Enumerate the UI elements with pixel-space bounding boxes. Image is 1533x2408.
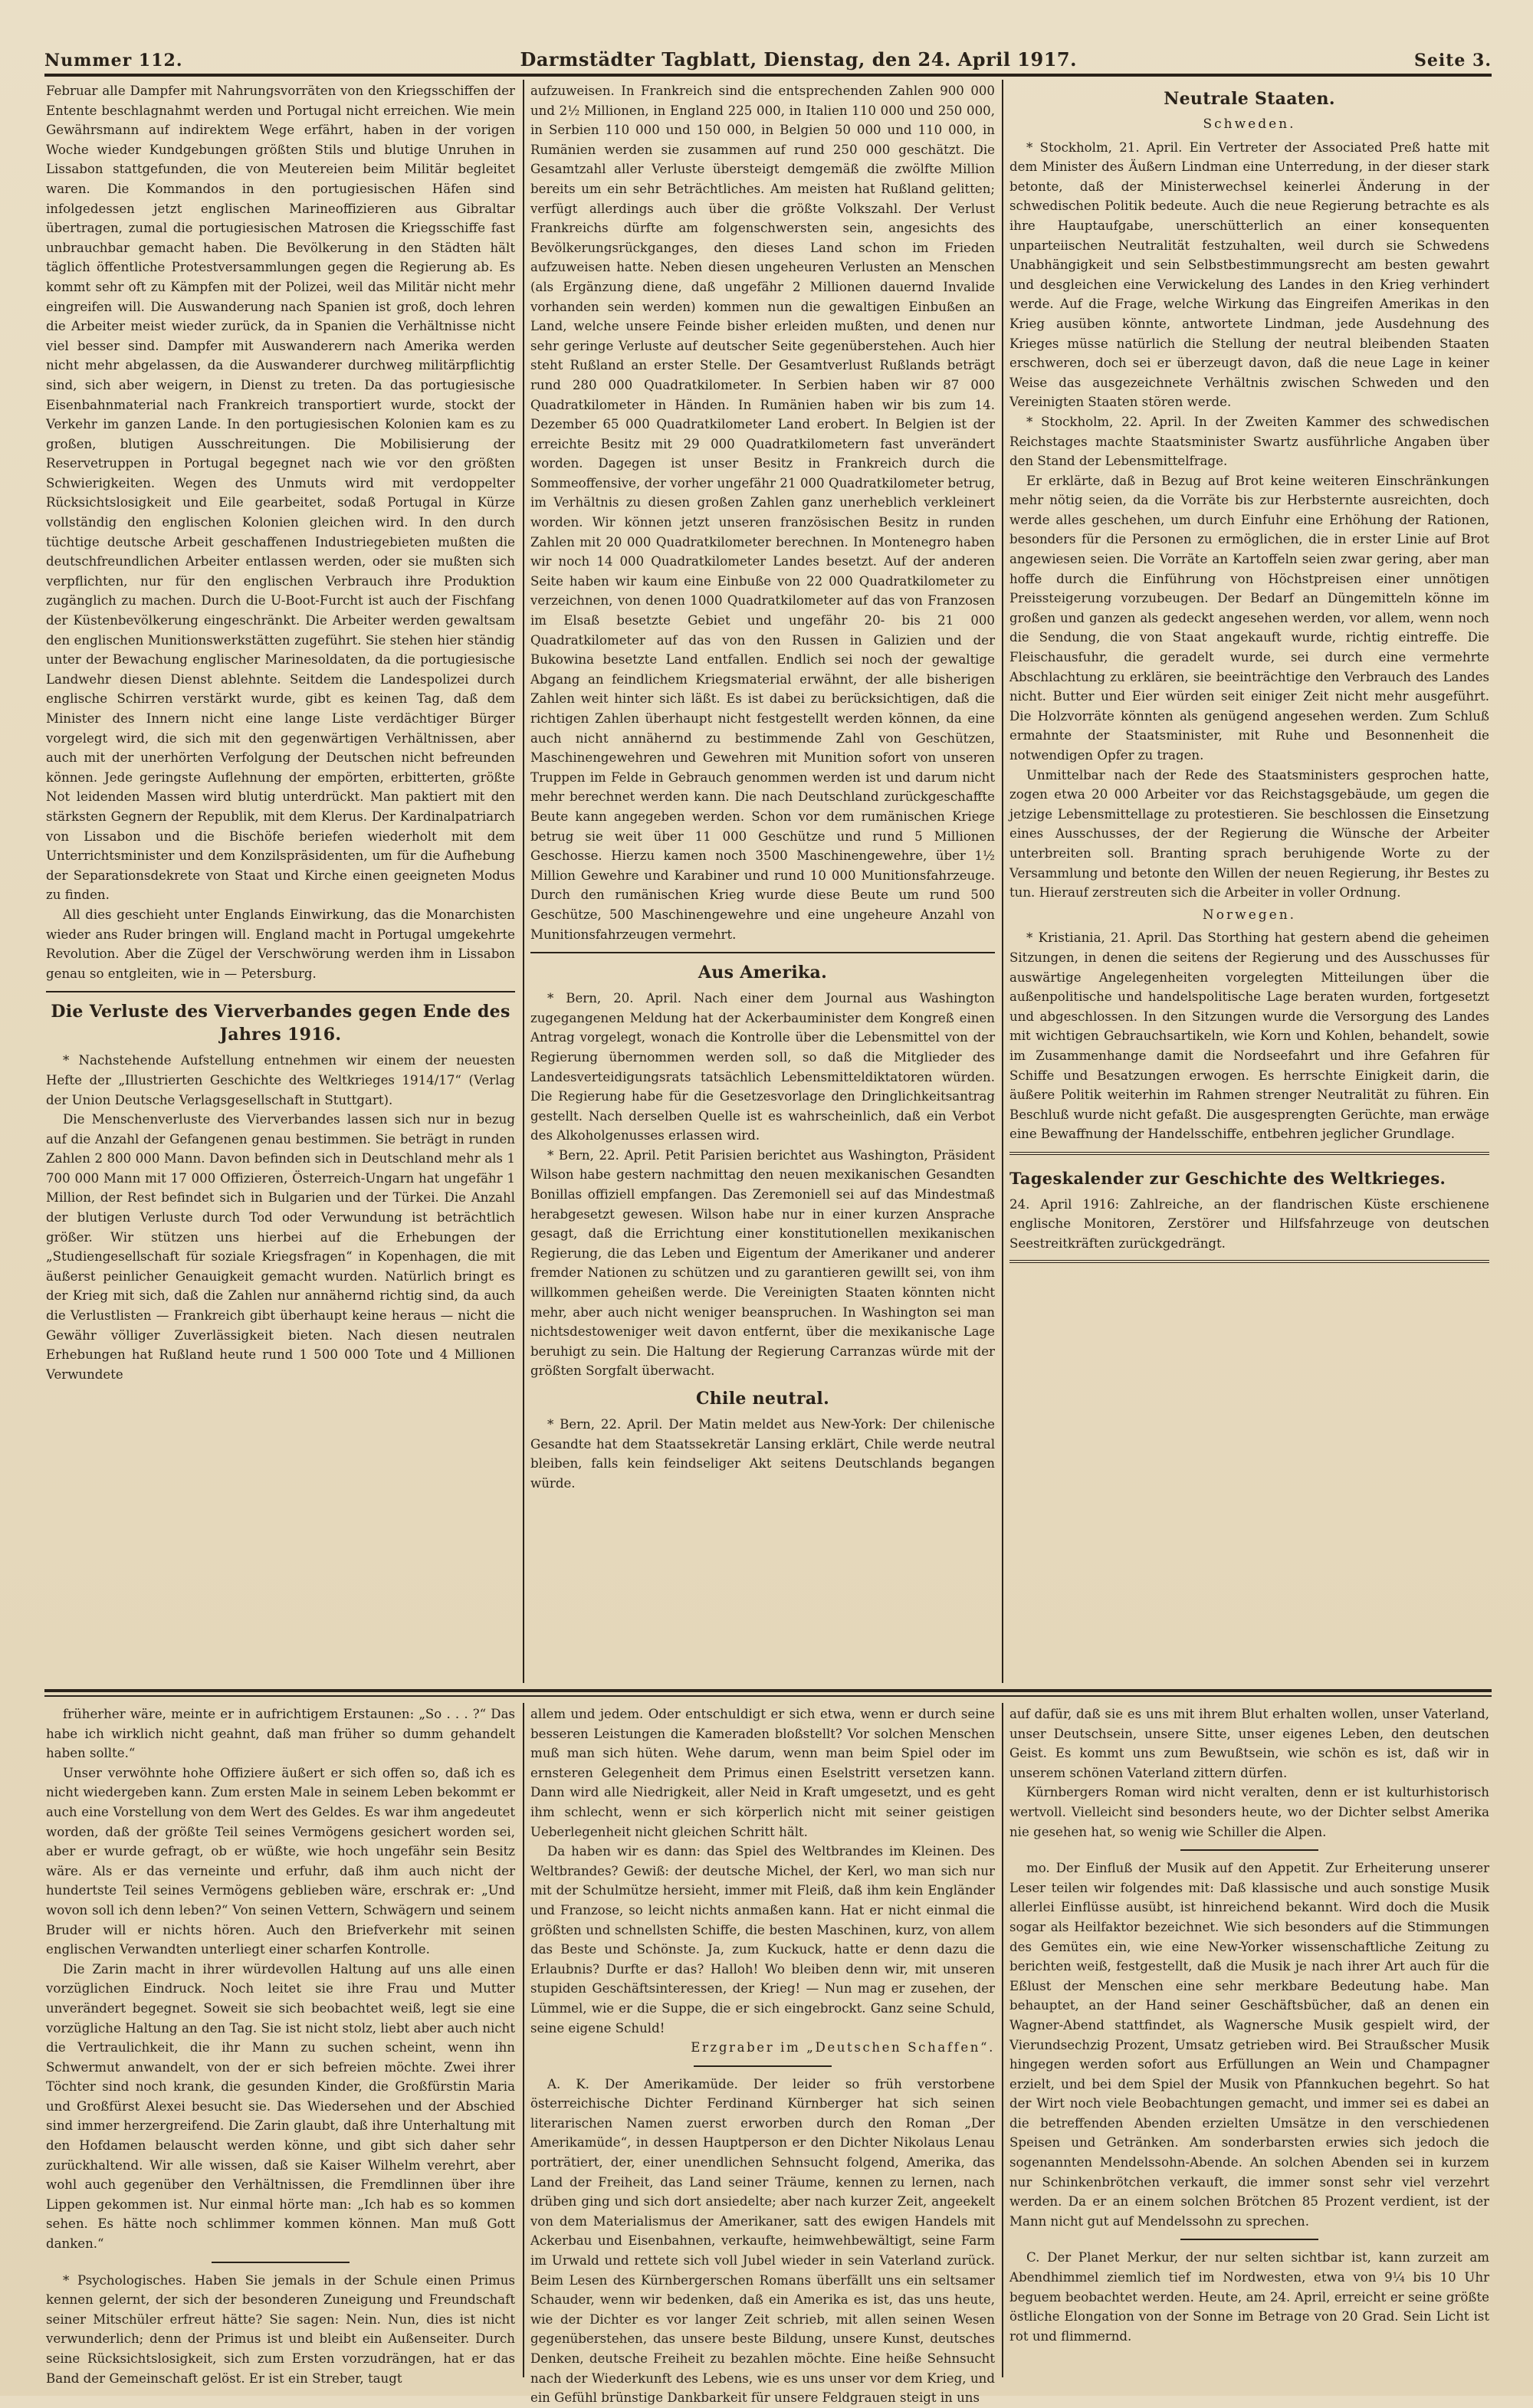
divider: [212, 2262, 350, 2263]
headline-chile: Chile neutral.: [695, 1389, 830, 1409]
article-paragraph: Unmittelbar nach der Rede des Staatsministers gesprochen hatte, zogen etwa 20 000 Arbeiter vor das Reichstagsgebäude, um gegen die jetzige Lebensmittellage zu protestieren. Sie beschlossen die Einsetzung eines Ausschusses, der der Regierung die Wünsche der Arbeiter unterbreiten soll. Branting sprach beruhigende Worte zu der Versammlung und betonte den Willen der neuen Regierung, ihr Bestes zu tun. Hierauf zerstreuten sich die Arbeiter in voller Ordnung.: [1009, 767, 1489, 901]
article-paragraph: aufzuweisen. In Frankreich sind die entsprechenden Zahlen 900 000 und 2½ Millionen, in England 225 000, in Italien 110 000 und 250 000, in Serbien 110 000 und 150 000, in Belgien 50 000 und 110 000, in Rumänien werden sie zusammen auf rund 250 000 geschätzt. Die Gesamtzahl aller Verluste übersteigt demgemäß die zwölfte Million bereits um ein sehr Beträchtliches. Am meisten hat Rußland gelitten; verfügt allerdings auch über die größte Volkszahl. Der Verlust Frankreichs dürfte am folgenschwersten sein, angesichts des Bevölkerungsrückganges, den dieses Land schon im Frieden aufzuweisen hatte. Neben diesen ungeheuren Verlusten an Menschen (als Ergänzung diene, daß ungefähr 2 Millionen dauernd Invalide vorhanden sein werden) kommen nun die gewaltigen Einbußen an Land, welche unsere Feinde bisher erleiden mußten, und denen nur sehr geringe Verluste auf deutscher Seite gegenüberstehen. Auch hier steht Rußland an erster Stelle. Der Gesamtverlust Rußlands beträgt rund 280 000 Quadratkilometer. In Serbien haben wir 87 000 Quadratkilometer in Händen. In Rumänien haben wir bis zum 14. Dezember 65 000 Quadratkilometer Land erobert. In Belgien ist der erreichte Besitz mit 29 000 Quadratkilometern fast unverändert worden. Dagegen ist unser Besitz in Frankreich durch die Sommeoffensive, der vorher ungefähr 21 000 Quadratkilometer betrug, im Verhältnis zu diesen großen Zahlen ganz unerheblich verkleinert worden. Wir können jetzt unseren französischen Besitz in runden Zahlen mit 20 000 Quadratkilometer berechnen. In Montenegro haben wir noch 14 000 Quadratkilometer Landes besetzt. Auf der anderen Seite haben wir kaum eine Einbuße von 22 000 Quadratkilometer zu verzeichnen, von denen 1000 Quadratkilometer auf das von Franzosen im Elsaß besetzte Gebiet und ungefähr 20- bis 21 000 Quadratkilometer auf das von den Russen in Galizien und der Bukowina besetzte Land entfallen. Endlich sei noch der gewaltige Abgang an feindlichem Kriegsmaterial erwähnt, der alle bisherigen Zahlen weit hinter sich läßt. Es ist dabei zu berücksichtigen, daß die richtigen Zahlen überhaupt nicht festgestellt werden können, da eine auch nicht annähernd zu bestimmende Zahl von Geschützen, Maschinengewehren und Gewehren mit Munition sofort von unseren Truppen im Felde in Gebrauch genommen werden ist und darum nicht mehr berechnet werden kann. Die nach Deutschland zurückgeschaffte Beute kann angegeben werden. Schon vor dem rumänischen Kriege betrug sie weit über 11 000 Geschütze und rund 5 Millionen Geschosse. Hierzu kamen noch 3500 Maschinengewehre, über 1½ Million Gewehre und Karabiner und rund 10 000 Munitionsfahrzeuge. Durch den rumänischen Krieg wurde diese Beute um rund 500 Geschütze, 500 Maschinengewehre und eine ungeheure Anzahl von Munitionsfahrzeugen vermehrt.: [530, 84, 995, 942]
feuilleton-paragraph: mo. Der Einfluß der Musik auf den Appetit. Zur Erheiterung unserer Leser teilen wir folgendes mit: Daß klassische und auch sonstige Musik allerlei Einflüsse ausübt, ist hinreichend bekannt. Wird doch die Musik sogar als Heilfaktor bezeichnet. Wie sich besonders auf die Stimmungen des Gemütes ein, wie eine New-Yorker wissenschaftliche Zeitung zu berichten weiß, festgestellt, daß die Musik je nach ihrer Art auch für die Eßlust der Menschen eine sehr merkbare Bedeutung habe. Man behauptet, an der Hand seiner Geschäftsbücher, daß an denen ein Wagner-Abend stattfindet, als Wagnersche Musik gespielt wird, der Vierundsechzig Prozent, Umsatz getrieben wird. Bei Straußscher Musik hingegen werden sofort aus Erfüllungen an Wein und Champagner erzielt, und bei dem Spiel der Musik von Pfannkuchen begehrt. So hat der Wirt noch viele Beobachtungen gemacht, und immer sei es dabei an die betreffenden Abenden erzielten Umsätze in den verschiedenen Speisen und Getränken. Am sonderbarsten erwies sich jedoch die sogenannten Mendelssohn-Abende. An solchen Abenden sei in kurzem nur Schinkenbrötchen verkauft, die immer sonst sehr viel verzehrt werden. Da er an einem solchen Brötchen 85 Prozent verdient, ist der Mann nicht gut auf Mendelssohn zu sprechen.: [1009, 1861, 1489, 2229]
tageskalender-entry: 24. April 1916: Zahlreiche, an der flandrischen Küste erschienene englische Monitoren, Zerstörer und Hilfsfahrzeuge von deutschen Seestreitkräften zurückgedrängt.: [1009, 1196, 1489, 1252]
column-separator: [523, 80, 524, 1683]
divider: [694, 2065, 832, 2067]
headline-verluste: Die Verluste des Vierverbandes gegen Ende des Jahres 1916.: [51, 1002, 510, 1045]
newspaper-title: Darmstädter Tagblatt, Dienstag, den 24. April 1917.: [520, 48, 1077, 71]
tageskalender-box: [1009, 1152, 1489, 1263]
feuilleton-column-3: [1009, 1704, 1489, 2379]
header-rule: [44, 74, 1492, 77]
article-paragraph: * Bern, 20. April. Nach einer dem Journal aus Washington zugegangenen Meldung hat der Ackerbauminister dem Kongreß einen Antrag vorgelegt, wonach die Kontrolle über die Lebensmittel von der Regierung übernommen werden soll, so daß die Mitglieder des Landesverteidigungsrats tatsächlich Lebensmitteldiktatoren würden. Die Regierung habe für die Gesetzesvorlage den Dringlichkeitsantrag gestellt. Nach derselben Quelle ist es wahrscheinlich, daß ein Verbot des Alkoholgenusses erlassen wird.: [530, 991, 995, 1143]
headline-tageskalender: Tageskalender zur Geschichte des Weltkrieges.: [1009, 1168, 1446, 1188]
feuilleton-paragraph: Unser verwöhnte hohe Offiziere äußert er sich offen so, daß ich es nicht wiedergeben kann. Zum ersten Male in seinem Leben bekommt er auch eine Vorstellung von dem Wert des Geldes. Es war ihm angedeutet worden, daß der größte Teil seines Vermögens gesichert worden sei, aber er wurde gefragt, ob er wüßte, wie hoch ungefähr sein Besitz wäre. Als er das verneinte und erfuhr, daß ihm auch nicht der hundertste Teil seines Vermögens geblieben wäre, erschrak er: „Und wovon soll ich denn leben?“ Von seinen Vettern, Schwägern und seinem Bruder will er nichts hören. Auch den Briefverkehr mit seinen englischen Verwandten unterliegt einer scharfen Kontrolle.: [46, 1765, 515, 1957]
headline-neutrale-staaten: Neutrale Staaten.: [1164, 89, 1335, 109]
divider: [1180, 2239, 1318, 2240]
article-paragraph: All dies geschieht unter Englands Einwirkung, das die Monarchisten wieder ans Ruder bringen will. England macht in Portugal umgekehrte Revolution. Aber die Zügel der Verschwörung werden ihm in Lissabon genau so entgleiten, wie in — Petersburg.: [46, 907, 515, 981]
article-paragraph: Er erklärte, daß in Bezug auf Brot keine weiteren Einschränkungen mehr nötig seien, da die Vorräte bis zur Herbsternte ausreichten, doch werde alles geschehen, um durch Einfuhr eine Erhöhung der Rationen, besonders für die Personen zu ermöglichen, die in erster Linie auf Brot angewiesen seien. Die Vorräte an Kartoffeln seien zwar gering, aber man hoffe durch die Einführung von Höchstpreisen einer unnötigen Preissteigerung vorzubeugen. Der Bedarf an Düngemitteln könne im großen und ganzen als gedeckt angesehen werden, vor allem, wenn noch die Sendung, die von Staat angekauft wurde, richtig eintreffe. Die Fleischausfuhr, die geradelt wurde, sei durch eine vermehrte Abschlachtung zu erklären, sie beeinträchtige den Verbrauch des Landes nicht. Butter und Eier würden seit einiger Zeit nicht mehr ausgeführt. Die Holzvorräte könnten als genügend angesehen werden. Zum Schluß ermahnte der Staatsminister, mit Ruhe und Besonnenheit die notwendigen Opfer zu tragen.: [1009, 473, 1489, 763]
issue-number: Nummer 112.: [44, 51, 183, 71]
feuilleton-attribution: Erzgraber im „Deutschen Schaffen“.: [691, 2040, 995, 2055]
masthead: [44, 40, 1492, 71]
feuilleton-paragraph: * Psychologisches. Haben Sie jemals in der Schule einen Primus kennen gelernt, der sich der besonderen Zuneigung und Freundschaft seiner Mitschüler erfreut hätte? Sie sagen: Nein. Nun, dies ist nicht verwunderlich; denn der Primus ist und bleibt ein Außenseiter. Durch seine Rücksichtslosigkeit, sich zum Ersten vorzudrängen, hat er das Band der Gemeinschaft gelöst. Er ist ein Streber, taugt: [46, 2272, 515, 2386]
feuilleton-paragraph: Da haben wir es dann: das Spiel des Weltbrandes im Kleinen. Des Weltbrandes? Gewiß: der deutsche Michel, der Kerl, wo man sich nur mit der Schulmütze hersieht, immer mit Fleiß, daß ihm kein Engländer und Franzose, so leicht nichts anmaßen kann. Hat er nicht einmal die größten und schnellsten Schiffe, die besten Maschinen, kurz, von allem das Beste und Schönste. Ja, zum Kuckuck, hatte er denn dazu die Erlaubnis? Durfte er das? Halloh! Wo bleiben denn wir, mit unseren stupiden Geschäftsinteressen, der Krieg! — Nun mag er zusehen, der Lümmel, wie er die Suppe, die er sich eingebrockt. Ganz seine Schuld, seine eigene Schuld!: [530, 1844, 995, 2036]
article-paragraph: * Stockholm, 21. April. Ein Vertreter der Associated Preß hatte mit dem Minister des Äußern Lindman eine Unterredung, in der dieser stark betonte, daß der Ministerwechsel keinerlei Änderung in der schwedischen Politik bedeute. Auch die neue Regierung betrachte es als ihre Hauptaufgabe, unerschütterlich an einer konsequenten unparteiischen Neutralität festzuhalten, weil durch sie Schwedens Unabhängigkeit und sein Selbstbestimmungsrecht am besten gewahrt und desgleichen eine Verwickelung des Landes in den Krieg verhindert werde. Auf die Frage, welche Wirkung das Eingreifen Amerikas in den Krieg ausüben könnte, antwortete Lindman, jede Ausdehnung des Krieges müsse natürlich die Stellung der neutral bleibenden Staaten erschweren, doch sei er überzeugt davon, daß die neue Lage in keiner Weise das ausgezeichnete Verhältnis zwischen Schweden und den Vereinigten Staaten stören werde.: [1009, 139, 1489, 410]
article-paragraph: * Bern, 22. April. Petit Parisien berichtet aus Washington, Präsident Wilson habe gestern nachmittag den neuen mexikanischen Gesandten Bonillas offiziell empfangen. Das Zeremoniell sei auf das Mindestmaß herabgesetzt gewesen. Wilson habe nur in einer kurzen Ansprache gesagt, daß die Errichtung einer konstitutionellen mexikanischen Regierung, die das Leben und Eigentum der Amerikaner und anderer fremder Nationen zu schützen und zu garantieren gewillt sei, von ihm willkommen geheißen werde. Die Vereinigten Staaten könnten nicht mehr, aber auch nicht weniger beanspruchen. In Washington sei man nichtsdestoweniger weit davon entfernt, über die mexikanische Lage beruhigt zu sein. Die Haltung der Regierung Carranzas würde mit der größten Sorgfalt überwacht.: [530, 1147, 995, 1379]
article-paragraph: * Kristiania, 21. April. Das Storthing hat gestern abend die geheimen Sitzungen, in denen die seitens der Regierung und des Ausschusses für auswärtige Angelegenheiten vorgelegten Mitteilungen über die außenpolitische und handelspolitische Lage beraten wurden, fortgesetzt und abgeschlossen. In den Sitzungen wurde die Versorgung des Landes mit wichtigen Gebrauchsartikeln, wie Korn und Kohlen, behandelt, sowie im Zusammenhange damit die Nordseefahrt und ihre Gefahren für Schiffe und Besatzungen erwogen. Es herrschte Einigkeit darin, die äußere Politik weiterhin im Rahmen strenger Neutralität zu führen. Ein Beschluß wurde nicht gefaßt. Die ausgesprengten Gerüchte, man erwäge eine Bewaffnung der Handelsschiffe, entbehren jeglicher Grundlage.: [1009, 930, 1489, 1142]
divider: [1180, 1849, 1318, 1851]
feuilleton-paragraph: C. Der Planet Merkur, der nur selten sichtbar ist, kann zurzeit am Abendhimmel ziemlich tief im Nordwesten, etwa von 9¼ bis 10 Uhr beguem beobachtet werden. Heute, am 24. April, erreicht er seine größte östliche Elongation von der Sonne im Betrage von 20 Grad. Sein Licht ist rot und flimmernd.: [1009, 2250, 1489, 2344]
feuilleton-column-1: [46, 1704, 515, 2386]
article-paragraph: * Bern, 22. April. Der Matin meldet aus New-York: Der chilenische Gesandte hat dem Staatssekretär Lansing erklärt, Chile werde neutral bleiben, falls kein feindseliger Akt seitens Deutschlands begangen würde.: [530, 1417, 995, 1491]
feuilleton-paragraph: Die Zarin macht in ihrer würdevollen Haltung auf uns alle einen vorzüglichen Eindruck. Noch leitet sie ihre Frau und Mutter unverändert begegnet. Soweit sie sich beobachtet weiß, legt sie eine vorzügliche Haltung an den Tag. Sie ist nicht stolz, liebt aber auch nicht die Vertraulichkeit, die ihr Mann zu suchen scheint, wenn ihn Schwermut anwandelt, von der er sich befreien möchte. Zwei ihrer Töchter sind noch krank, die gesunden Kinder, die Großfürstin Maria und Großfürst Alexei besucht sie. Das Wiedersehen und der Abschied sind immer herzergreifend. Die Zarin glaubt, daß ihre Unterhaltung mit den Hofdamen belauscht werden könne, und gibt sich daher sehr zurückhaltend. Wir alle wissen, daß sie Kaiser Wilhelm verehrt, aber wohl auch gegenüber den Verhältnissen, die Fremdlinnen über ihre Lippen gekommen ist. Nur einmal hörte man: „Ich hab es so kommen sehen. Es hätte noch schlimmer kommen können. Man muß Gott danken.“: [46, 1961, 515, 2252]
feuilleton-paragraph: A. K. Der Amerikamüde. Der leider so früh verstorbene österreichische Dichter Ferdinand Kürnberger hat sich seinen literarischen Namen zuerst erworben durch den Roman „Der Amerikamüde“, in dessen Hauptperson er den Dichter Nikolaus Lenau porträtiert, der, einer unendlichen Sehnsucht folgend, Amerika, das Land der Freiheit, das Land seiner Träume, kennen zu lernen, nach drüben ging und sich dort ansiedelte; aber nach kurzer Zeit, angeekelt von dem Materialismus der Amerikaner, satt des ewigen Handels mit Ackerbau und Eisenbahnen, verkaufte, heimwehbewältigt, seine Farm im Urwald und rettete sich voll Jubel wieder in sein Vaterland zurück. Beim Lesen des Kürnbergerschen Romans überfällt uns ein seltsamer Schauder, wenn wir bedenken, daß ein Amerika es ist, das uns heute, wie der Dichter es vor langer Zeit schrieb, mit allen seinen Wesen gegenüberstehen, das unsere beste Bildung, unsere Kunst, deutsches Denken, deutsche Freiheit zu bezahlen möchte. Eine heiße Sehnsucht nach der Wiederkunft des Lebens, wie es uns unser vor dem Krieg, und ein Gefühl brünstige Dankbarkeit für unsere Feldgrauen steigt in uns: [530, 2076, 995, 2406]
column-2: [530, 81, 995, 1683]
feuilleton-rule: [44, 1689, 1492, 1692]
column-separator: [523, 1703, 524, 2377]
page-number: Seite 3.: [1413, 51, 1492, 71]
feuilleton-paragraph: auf dafür, daß sie es uns mit ihrem Blut erhalten wollen, unser Vaterland, unser Deutschsein, unsere Sitte, unser eigenes Leben, den deutschen Geist. Es kommt uns zum Bewußtsein, wie schön es ist, daß wir in unserem schönen Vaterland zittern dürfen.: [1009, 1707, 1489, 1780]
feuilleton-rule: [44, 1695, 1492, 1697]
article-paragraph: * Stockholm, 22. April. In der Zweiten Kammer des schwedischen Reichstages machte Staatsminister Swartz ausführliche Angaben über den Stand der Lebensmittelfrage.: [1009, 414, 1489, 469]
column-1: [46, 81, 515, 1683]
article-paragraph: Februar alle Dampfer mit Nahrungsvorräten von den Kriegsschiffen der Entente beschlagnahmt werden und Portugal nicht erreichen. Wie mein Gewährsmann auf indirektem Wege erfährt, haben in der vorigen Woche wieder Kundgebungen größten Stils und blutige Unruhen in Lissabon stattgefunden, die von Meutereien beim Militär begleitet waren. Die Kommandos in den portugiesischen Häfen sind infolgedessen jetzt englischen Marineoffizieren aus Gibraltar übertragen, zumal die portugiesischen Matrosen die Kriegsschiffe fast unbrauchbar gemacht haben. Die Bevölkerung in den Städten hält täglich öffentliche Protestversammlungen gegen die Regierung ab. Es kommt sehr oft zu Kämpfen mit der Polizei, weil das Militär nicht mehr eingreifen will. Die Auswanderung nach Spanien ist groß, doch lehren die Arbeiter meist wieder zurück, da in Spanien die Verhältnisse nicht viel besser sind. Dampfer mit Auswanderern nach Amerika werden nicht mehr abgelassen, da die Auswanderer durchweg militärpflichtig sind, sich aber weigern, in Dienst zu treten. Da das portugiesische Eisenbahnmaterial nach Frankreich transportiert wurde, stockt der Verkehr im ganzen Lande. In den portugiesischen Kolonien kam es zu großen, blutigen Ausschreitungen. Die Mobilisierung der Reservetruppen in Portugal begegnet nach wie vor den größten Schwierigkeiten. Wegen des Unmuts wird mit verdoppelter Rücksichtslosigkeit und Eile gearbeitet, sodaß Portugal in Kürze vollständig den englischen Kolonien gleichen wird. In den durch tüchtige deutsche Arbeit geschaffenen Industriegebieten mußten die deutschfreundlichen Arbeiter entlassen werden, oder sie mußten sich verpflichten, nur für den englischen Verbrauch ihre Produktion zugänglich zu machen. Durch die U-Boot-Furcht ist auch der Fischfang der Küstenbevölkerung eingeschränkt. Die Arbeiter werden gewaltsam den englischen Munitionswerkstätten zugeführt. Sie stehen hier ständig unter der Bewachung englischer Marinesoldaten, da die portugiesische Landwehr diesen Dienst ablehnte. Seitdem die Landespolizei durch englische Schirren verstärkt wurde, gibt es keinen Tag, daß dem Minister des Innern nicht eine lange Liste verdächtiger Bürger vorgelegt wird, die sich mit den gegenwärtigen Verhältnissen, aber auch mit der unerhörten Verfolgung der Deutschen nicht befreunden können. Jede geringste Auflehnung der empörten, erbitterten, größte Not leidenden Massen wird blutig unterdrückt. Man paktiert mit den stärksten Gegnern der Republik, mit dem Klerus. Der Kardinalpatriarch von Lissabon und die Bischöfe beriefen wiederholt mit dem Unterrichtsminister und dem Konzilspräsidenten, um für die Aufhebung der Separationsdekrete von Staat und Kirche einen geeigneten Modus zu finden.: [46, 84, 515, 903]
headline-amerika: Aus Amerika.: [698, 963, 828, 983]
feuilleton-paragraph: Kürnbergers Roman wird nicht veralten, denn er ist kulturhistorisch wertvoll. Vielleicht sind besonders heute, wo der Dichter selbst Amerika nie gesehen hat, so wenig wie Schiller die Alpen.: [1009, 1785, 1489, 1839]
divider: [46, 991, 515, 992]
column-separator: [1002, 1703, 1003, 2377]
column-3: [1009, 81, 1489, 1683]
article-paragraph: Die Menschenverluste des Vierverbandes lassen sich nur in bezug auf die Anzahl der Gefangenen genau bestimmen. Sie beträgt in runden Zahlen 2 800 000 Mann. Davon befinden sich in Deutschland mehr als 1 700 000 Mann mit 17 000 Offizieren, Österreich-Ungarn hat ungefähr 1 Million, der Rest befindet sich in Bulgarien und der Türkei. Die Anzahl der blutigen Verluste durch Tod oder Verwundung ist beträchtlich größer. Wir stützen uns hierbei auf die Erhebungen der „Studiengesellschaft für soziale Kriegsfragen“ in Kopenhagen, die mit äußerst peinlicher Genauigkeit gemacht wurden. Natürlich bringt es der Krieg mit sich, daß die Zahlen nur annähernd richtig sind, da auch die Verlustlisten — Frankreich gibt überhaupt keine heraus — nicht die Gewähr völliger Zuverlässigkeit bieten. Nach diesen neutralen Erhebungen hat Rußland heute rund 1 500 000 Tote und 4 Millionen Verwundete: [46, 1112, 515, 1382]
feuilleton-paragraph: früherher wäre, meinte er in aufrichtigem Erstaunen: „So . . . ?“ Das habe ich wirklich nicht geahnt, daß man früher so dumm gehandelt haben sollte.“: [46, 1707, 515, 1761]
subhead-norwegen: Norwegen.: [1202, 907, 1297, 923]
divider: [530, 952, 995, 953]
column-separator: [1002, 80, 1003, 1683]
feuilleton-column-2: [530, 1704, 995, 2406]
feuilleton-paragraph: allem und jedem. Oder entschuldigt er sich etwa, wenn er durch seine besseren Leistungen die Kameraden bloßstellt? Vor solchen Menschen muß man sich hüten. Wehe darum, wenn man beim Spiel oder im ernsteren Gelegenheit dem Primus einen Eselstritt versetzen kann. Dann wird alle Niedrigkeit, aller Neid in Kraft umgesetzt, und es geht ihm schlecht, wenn er sich körperlich nicht mit seiner geistigen Ueberlegenheit nicht gleichen Schritt hält.: [530, 1707, 995, 1839]
article-paragraph: * Nachstehende Aufstellung entnehmen wir einem der neuesten Hefte der „Illustrierten Geschichte des Weltkrieges 1914/17“ (Verlag der Union Deutsche Verlagsgesellschaft in Stuttgart).: [46, 1053, 515, 1107]
subhead-schweden: Schweden.: [1203, 116, 1296, 132]
